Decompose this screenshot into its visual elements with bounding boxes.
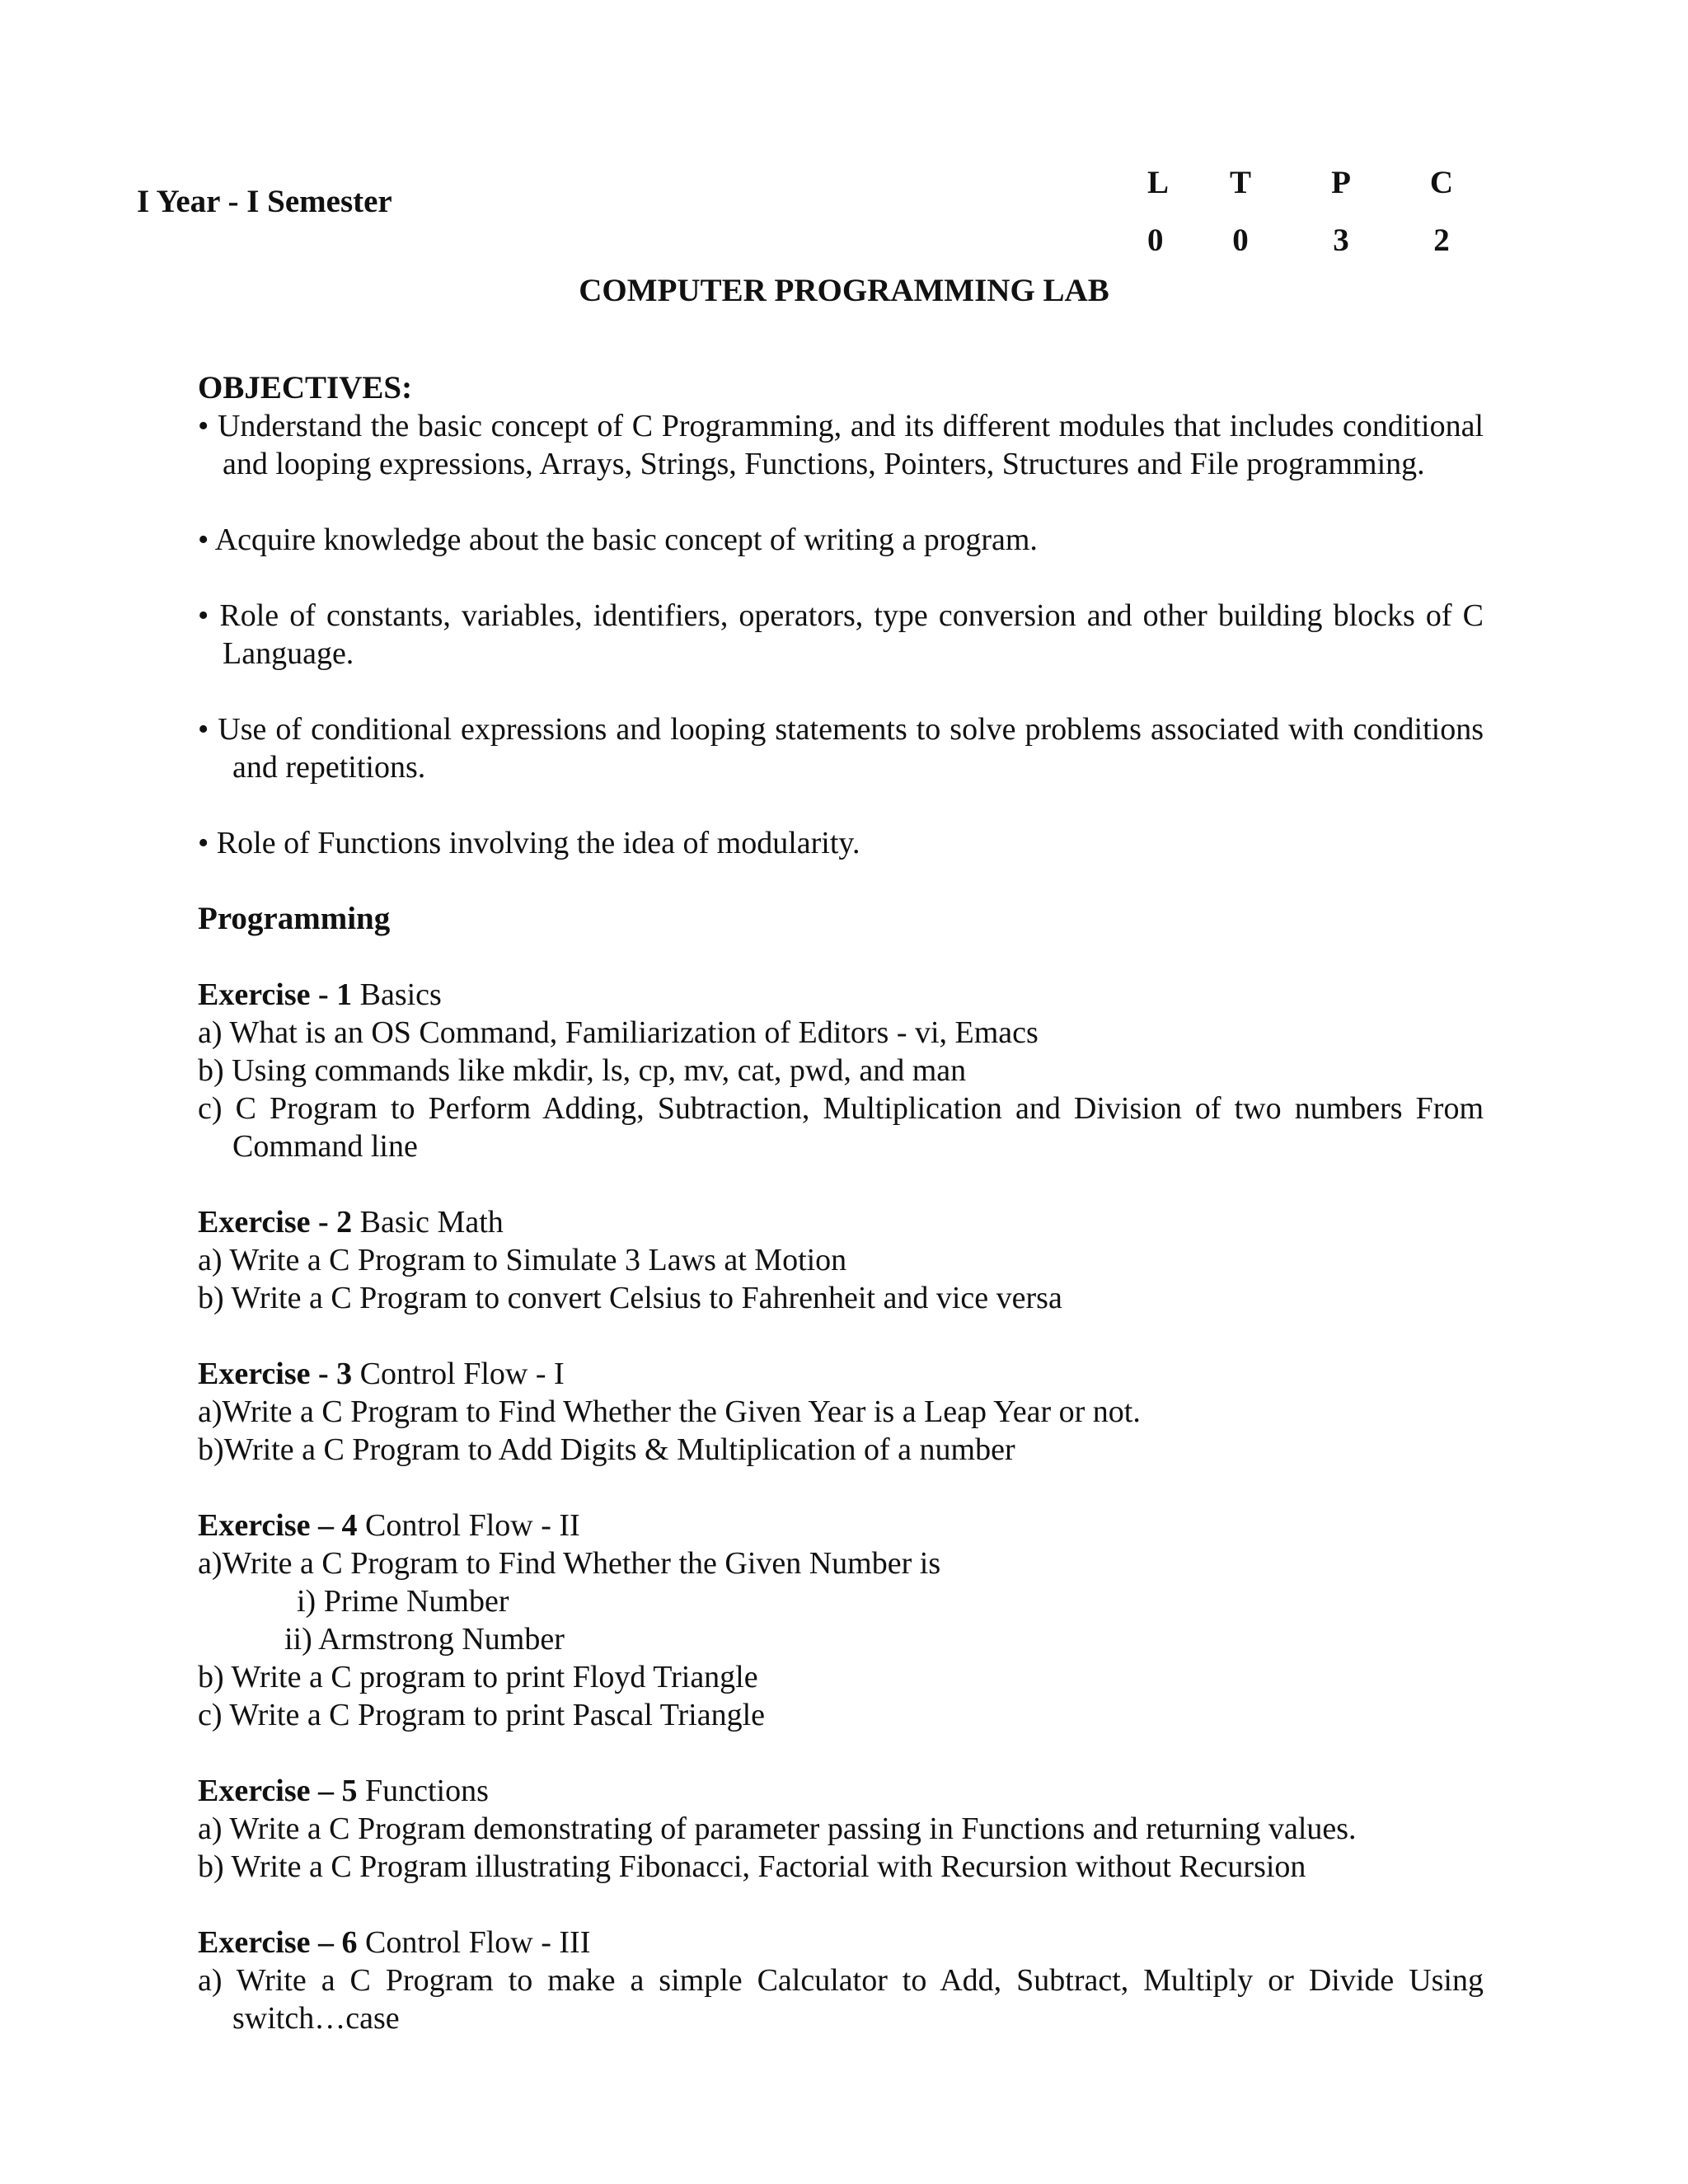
exercise-line: c) Write a C Program to print Pascal Triangle	[198, 1698, 765, 1732]
exercise-title: Basic Math	[352, 1205, 504, 1240]
exercise-heading	[198, 1772, 1484, 1810]
exercise-heading	[198, 1203, 1484, 1241]
exercise-line: a) Write a C Program to Simulate 3 Laws at Motion	[198, 1243, 847, 1277]
exercise-title: Functions	[357, 1774, 489, 1808]
exercise-heading	[198, 1924, 1484, 1961]
exercise-line: a) Write a C Program demonstrating of parameter passing in Functions and returning values.	[198, 1811, 1357, 1846]
programming-heading: Programming	[198, 901, 391, 936]
ltpc-value-p: 3	[1333, 222, 1349, 258]
ltpc-label-c: C	[1429, 164, 1454, 200]
exercise-title: Basics	[352, 977, 442, 1012]
exercise-line: b) Write a C program to print Floyd Triangle	[198, 1660, 758, 1694]
exercise-label: Exercise - 2	[198, 1205, 353, 1240]
ltpc-label-p: P	[1331, 164, 1351, 200]
exercise-subline: ii) Armstrong Number	[284, 1622, 565, 1657]
exercise-subline: i) Prime Number	[297, 1584, 509, 1619]
objective-item: • Acquire knowledge about the basic concept of writing a program.	[198, 523, 1038, 557]
course-title: COMPUTER PROGRAMMING LAB	[579, 273, 1109, 308]
exercise-title: Control Flow - II	[357, 1508, 580, 1543]
exercise-title: Control Flow - III	[357, 1925, 591, 1960]
exercise-line: b)Write a C Program to Add Digits & Multiplication of a number	[198, 1432, 1015, 1467]
exercise-line: a) Write a C Program to make a simple Calculator to Add, Subtract, Multiply or Divide Using switch…case	[198, 1963, 1484, 2036]
exercise-heading	[198, 1355, 1484, 1393]
exercise-label: Exercise - 3	[198, 1357, 353, 1391]
ltpc-value-t: 0	[1232, 222, 1249, 258]
exercise-label: Exercise - 1	[198, 977, 353, 1012]
ltpc-value-l: 0	[1147, 222, 1164, 258]
semester-label: I Year - I Semester	[137, 184, 392, 219]
ltpc-label-l: L	[1147, 164, 1170, 200]
objective-item: • Understand the basic concept of C Programming, and its different modules that includes conditional and looping expressions, Arrays, Strings, Functions, Pointers, Structures and File programming.	[198, 409, 1484, 481]
exercise-heading	[198, 1507, 1484, 1544]
exercise-line: a)Write a C Program to Find Whether the Given Year is a Leap Year or not.	[198, 1394, 1141, 1429]
exercise-label: Exercise – 5	[198, 1774, 358, 1808]
objective-item: • Role of constants, variables, identifiers, operators, type conversion and other building blocks of C Language.	[198, 598, 1484, 671]
document-body	[198, 369, 1484, 2037]
exercise-line: c) C Program to Perform Adding, Subtraction, Multiplication and Division of two numbers From Command line	[198, 1091, 1484, 1164]
exercise-label: Exercise – 4	[198, 1508, 358, 1543]
ltpc-value-c: 2	[1433, 222, 1450, 258]
ltpc-labels-row	[1147, 153, 1502, 211]
exercise-line: b) Using commands like mkdir, ls, cp, mv, cat, pwd, and man	[198, 1053, 967, 1088]
exercise-heading	[198, 976, 1484, 1014]
exercise-title: Control Flow - I	[352, 1357, 565, 1391]
ltpc-table	[1147, 153, 1502, 269]
objective-item: • Use of conditional expressions and looping statements to solve problems associated with conditions and repetitions.	[198, 712, 1484, 785]
exercise-label: Exercise – 6	[198, 1925, 358, 1960]
exercise-line: b) Write a C Program to convert Celsius to Fahrenheit and vice versa	[198, 1281, 1062, 1315]
objectives-heading: OBJECTIVES:	[198, 370, 413, 405]
objective-item: • Role of Functions involving the idea of modularity.	[198, 826, 860, 860]
exercise-line: b) Write a C Program illustrating Fibonacci, Factorial with Recursion without Recursion	[198, 1849, 1306, 1884]
ltpc-label-t: T	[1229, 164, 1251, 200]
exercise-line: a) What is an OS Command, Familiarization of Editors - vi, Emacs	[198, 1015, 1039, 1050]
ltpc-values-row	[1147, 211, 1502, 269]
exercise-line: a)Write a C Program to Find Whether the Given Number is	[198, 1546, 941, 1581]
